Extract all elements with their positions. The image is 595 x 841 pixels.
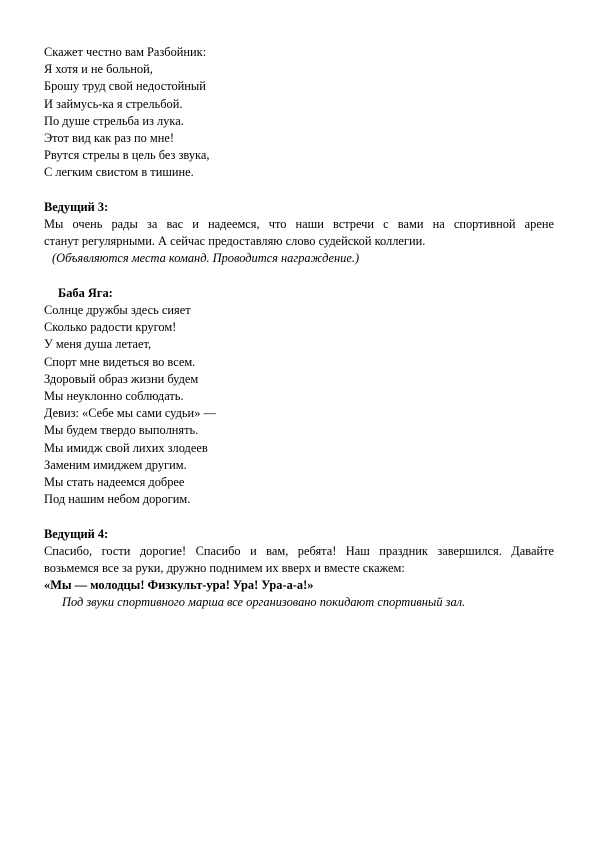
verse-line: Сколько радости кругом!: [44, 320, 177, 335]
host3-section: [44, 199, 554, 268]
verse-line: Этот вид как раз по мне!: [44, 131, 175, 146]
verse-line: Рвутся стрелы в цель без звука,: [44, 148, 210, 163]
paragraph-line: Мы очень рады за вас и надеемся, что наши встречи с вами на спортивной арене: [44, 217, 554, 232]
baba-yaga-section: [44, 285, 554, 509]
verse-line: Брошу труд свой недостойный: [44, 79, 206, 94]
speaker-heading: Баба Яга:: [58, 285, 113, 300]
verse-line: Мы неуклонно соблюдать.: [44, 389, 184, 404]
speaker-heading: Ведущий 3:: [44, 199, 109, 214]
spacer: [44, 182, 554, 199]
verse-line: И займусь-ка я стрельбой.: [44, 96, 183, 111]
verse-line: С легким свистом в тишине.: [44, 165, 194, 180]
stage-direction: (Объявляются места команд. Проводится награждение.): [52, 251, 360, 266]
verse-line: Девиз: «Себе мы сами судьи» —: [44, 406, 216, 421]
speaker-heading: Ведущий 4:: [44, 526, 109, 541]
closing-slogan: «Мы — молодцы! Физкульт-ура! Ура! Ура-а-а!»: [44, 578, 314, 593]
verse-line: Мы имидж свой лихих злодеев: [44, 440, 208, 455]
spacer: [44, 268, 554, 285]
verse-line: Здоровый образ жизни будем: [44, 371, 199, 386]
verse-line: Солнце дружбы здесь сияет: [44, 303, 191, 318]
spacer: [44, 508, 554, 525]
verse-line: Скажет честно вам Разбойник:: [44, 45, 207, 59]
document-page: [44, 44, 554, 612]
verse-line: Я хотя и не больной,: [44, 62, 153, 77]
razboinik-verse: [44, 44, 554, 182]
verse-line: Мы стать надеемся добрее: [44, 475, 185, 490]
verse-line: По душе стрельба из лука.: [44, 113, 184, 128]
verse-line: Мы будем твердо выполнять.: [44, 423, 199, 438]
paragraph-line: Спасибо, гости дорогие! Спасибо и вам, ребята! Наш праздник завершился. Давайте: [44, 543, 554, 558]
verse-line: Под нашим небом дорогим.: [44, 492, 191, 507]
host4-section: [44, 526, 554, 612]
paragraph-line: станут регулярными. А сейчас предоставляю слово судейской коллегии.: [44, 234, 426, 249]
stage-direction: Под звуки спортивного марша все организовано покидают спортивный зал.: [62, 595, 466, 610]
paragraph-line: возьмемся все за руки, дружно поднимем их вверх и вместе скажем:: [44, 561, 405, 576]
verse-line: У меня душа летает,: [44, 337, 152, 352]
verse-line: Заменим имиджем другим.: [44, 457, 187, 472]
verse-line: Спорт мне видеться во всем.: [44, 354, 196, 369]
